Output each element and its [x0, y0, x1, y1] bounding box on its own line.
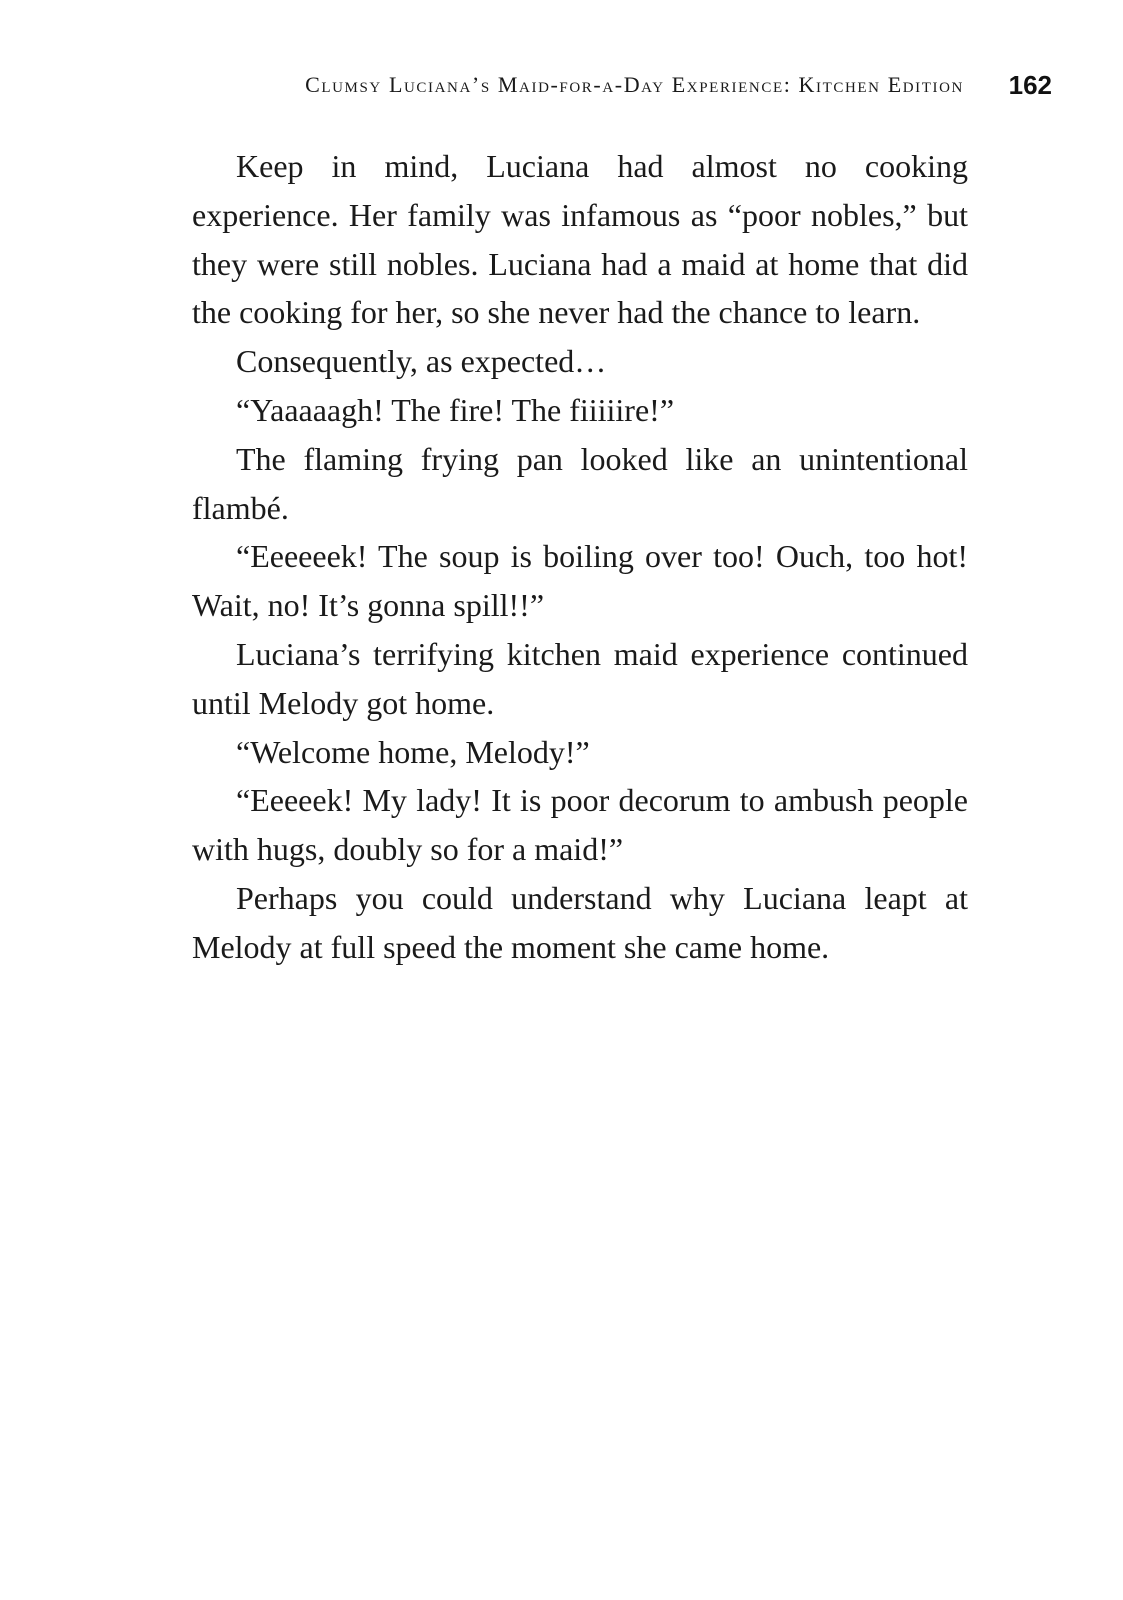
paragraph-4: The flaming frying pan looked like an unintentional flambé.: [192, 440, 968, 526]
paragraph-8: “Eeeeek! My lady! It is poor decorum to ambush people with hugs, doubly so for a maid!”: [192, 782, 968, 868]
paragraph-7: “Welcome home, Melody!”: [236, 733, 590, 770]
paragraph-5: “Eeeeeek! The soup is boiling over too! Ouch, too hot! Wait, no! It’s gonna spill!!”: [192, 538, 968, 624]
paragraph-6: Luciana’s terrifying kitchen maid experience continued until Melody got home.: [192, 635, 968, 721]
running-head-title: Clumsy Luciana’s Maid-for-a-Day Experience: Kitchen Edition: [305, 72, 964, 97]
paragraph-1: Keep in mind, Luciana had almost no cooking experience. Her family was infamous as “poor nobles,” but they were still nobles. Luciana had a maid at home that did the cooking for her, so she never had the chance to learn.: [192, 148, 968, 331]
paragraph-2: Consequently, as expected…: [236, 343, 607, 380]
body-text: [192, 142, 968, 972]
page-number: 162: [1008, 70, 1052, 100]
paragraph-3: “Yaaaaagh! The fire! The fiiiiire!”: [236, 391, 675, 428]
paragraph-9: Perhaps you could understand why Luciana leapt at Melody at full speed the moment she came home.: [192, 879, 968, 965]
